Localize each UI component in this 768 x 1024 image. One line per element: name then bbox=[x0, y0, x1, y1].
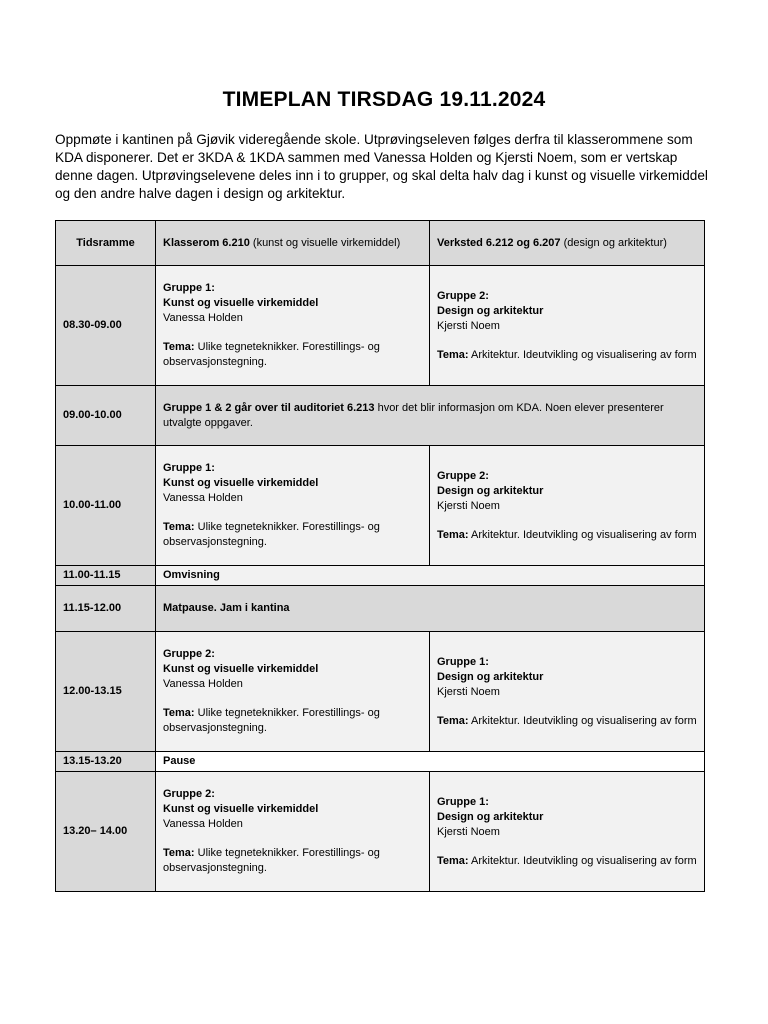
table-row bbox=[56, 446, 705, 566]
tema-desc: Ulike tegneteknikker. Forestillings- og observasjonstegning. bbox=[163, 341, 380, 368]
session-title: Omvisning bbox=[163, 569, 220, 581]
teacher-name: Vanessa Holden bbox=[163, 678, 243, 690]
time-cell: 08.30-09.00 bbox=[56, 266, 156, 386]
subject-label: Kunst og visuelle virkemiddel bbox=[163, 477, 319, 489]
page-title: TIMEPLAN TIRSDAG 19.11.2024 bbox=[222, 88, 546, 111]
tema-desc: Arkitektur. Ideutvikling og visualisering av form bbox=[468, 714, 697, 727]
session-cell-left bbox=[156, 632, 430, 752]
group-label: Gruppe 2: bbox=[163, 648, 215, 660]
header-classroom-desc: (kunst og visuelle virkemiddel) bbox=[249, 236, 401, 249]
header-workshop bbox=[430, 221, 705, 266]
schedule-table bbox=[55, 220, 705, 892]
tema-text bbox=[437, 528, 697, 543]
header-classroom-name: Klasserom 6.210 bbox=[163, 236, 250, 249]
session-desc: hvor det blir informasjon om KDA. Noen elever presenterer utvalgte oppgaver. bbox=[163, 401, 664, 429]
session-cell-full bbox=[156, 386, 705, 446]
time-cell: 11.15-12.00 bbox=[56, 586, 156, 632]
tema-label: Tema: bbox=[437, 714, 469, 727]
teacher-name: Vanessa Holden bbox=[163, 492, 243, 504]
header-workshop-name: Verksted 6.212 og 6.207 bbox=[437, 236, 561, 249]
tema-text bbox=[163, 340, 422, 370]
session-cell-right bbox=[430, 266, 705, 386]
header-classroom bbox=[156, 221, 430, 266]
tema-desc: Ulike tegneteknikker. Forestillings- og observasjonstegning. bbox=[163, 847, 380, 874]
time-cell: 09.00-10.00 bbox=[56, 386, 156, 446]
teacher-name: Vanessa Holden bbox=[163, 312, 243, 324]
tema-text bbox=[163, 520, 422, 550]
table-row bbox=[56, 772, 705, 892]
time-cell: 12.00-13.15 bbox=[56, 632, 156, 752]
tema-text bbox=[437, 348, 697, 363]
session-title: Matpause. Jam i kantina bbox=[163, 602, 290, 614]
group-label: Gruppe 1: bbox=[437, 795, 489, 808]
tema-label: Tema: bbox=[163, 521, 195, 533]
group-label: Gruppe 2: bbox=[437, 469, 489, 482]
subject-label: Design og arkitektur bbox=[437, 304, 544, 317]
teacher-name: Kjersti Noem bbox=[437, 499, 500, 512]
tema-text bbox=[437, 714, 697, 729]
group-label: Gruppe 1: bbox=[163, 462, 215, 474]
tema-desc: Ulike tegneteknikker. Forestillings- og observasjonstegning. bbox=[163, 707, 380, 734]
table-row bbox=[56, 586, 705, 632]
table-row bbox=[56, 632, 705, 752]
table-row bbox=[56, 566, 705, 586]
subject-label: Design og arkitektur bbox=[437, 484, 544, 497]
session-cell-left bbox=[156, 772, 430, 892]
tema-text bbox=[437, 854, 697, 869]
table-row bbox=[56, 266, 705, 386]
tema-label: Tema: bbox=[163, 341, 195, 353]
session-title: Pause bbox=[163, 755, 196, 767]
session-title: Gruppe 1 & 2 går over til auditoriet 6.213 bbox=[163, 401, 375, 414]
tema-text bbox=[163, 706, 422, 736]
subject-label: Kunst og visuelle virkemiddel bbox=[163, 297, 319, 309]
session-cell-left bbox=[156, 266, 430, 386]
session-cell-right bbox=[430, 772, 705, 892]
group-label: Gruppe 2: bbox=[437, 289, 489, 302]
teacher-name: Kjersti Noem bbox=[437, 319, 500, 332]
group-label: Gruppe 1: bbox=[163, 282, 215, 294]
teacher-name: Vanessa Holden bbox=[163, 818, 243, 830]
tema-label: Tema: bbox=[437, 528, 469, 541]
tema-label: Tema: bbox=[437, 348, 469, 361]
time-cell: 11.00-11.15 bbox=[56, 566, 156, 586]
group-label: Gruppe 1: bbox=[437, 655, 489, 668]
session-cell-full bbox=[156, 566, 705, 586]
session-cell-right bbox=[430, 446, 705, 566]
tema-desc: Arkitektur. Ideutvikling og visualisering av form bbox=[468, 854, 697, 867]
group-label: Gruppe 2: bbox=[163, 788, 215, 800]
table-row bbox=[56, 386, 705, 446]
time-cell: 10.00-11.00 bbox=[56, 446, 156, 566]
tema-desc: Ulike tegneteknikker. Forestillings- og observasjonstegning. bbox=[163, 521, 380, 548]
session-cell-left bbox=[156, 446, 430, 566]
session-cell-full bbox=[156, 586, 705, 632]
tema-desc: Arkitektur. Ideutvikling og visualisering av form bbox=[468, 348, 697, 361]
teacher-name: Kjersti Noem bbox=[437, 685, 500, 698]
tema-text bbox=[163, 846, 422, 876]
subject-label: Kunst og visuelle virkemiddel bbox=[163, 663, 319, 675]
table-row bbox=[56, 752, 705, 772]
subject-label: Kunst og visuelle virkemiddel bbox=[163, 803, 319, 815]
header-time: Tidsramme bbox=[56, 221, 156, 266]
tema-label: Tema: bbox=[163, 707, 195, 719]
teacher-name: Kjersti Noem bbox=[437, 825, 500, 838]
intro-paragraph: Oppmøte i kantinen på Gjøvik videregående skole. Utprøvingseleven følges derfra til klasserommene som KDA disponerer. Det er 3KDA & 1KDA sammen med Vanessa Holden og Kjersti Noem, som er vertskap denne dagen. Utprøvingselevene deles inn i to grupper, og skal delta halv dag i kunst og visuelle virkemiddel og den andre halve dagen i design og arkitektur. bbox=[55, 132, 708, 201]
time-cell: 13.20– 14.00 bbox=[56, 772, 156, 892]
header-workshop-desc: (design og arkitektur) bbox=[560, 236, 667, 249]
tema-desc: Arkitektur. Ideutvikling og visualisering av form bbox=[468, 528, 697, 541]
session-cell-full bbox=[156, 752, 705, 772]
session-cell-right bbox=[430, 632, 705, 752]
tema-label: Tema: bbox=[163, 847, 195, 859]
subject-label: Design og arkitektur bbox=[437, 810, 544, 823]
tema-label: Tema: bbox=[437, 854, 469, 867]
subject-label: Design og arkitektur bbox=[437, 670, 544, 683]
table-header-row bbox=[56, 221, 705, 266]
time-cell: 13.15-13.20 bbox=[56, 752, 156, 772]
